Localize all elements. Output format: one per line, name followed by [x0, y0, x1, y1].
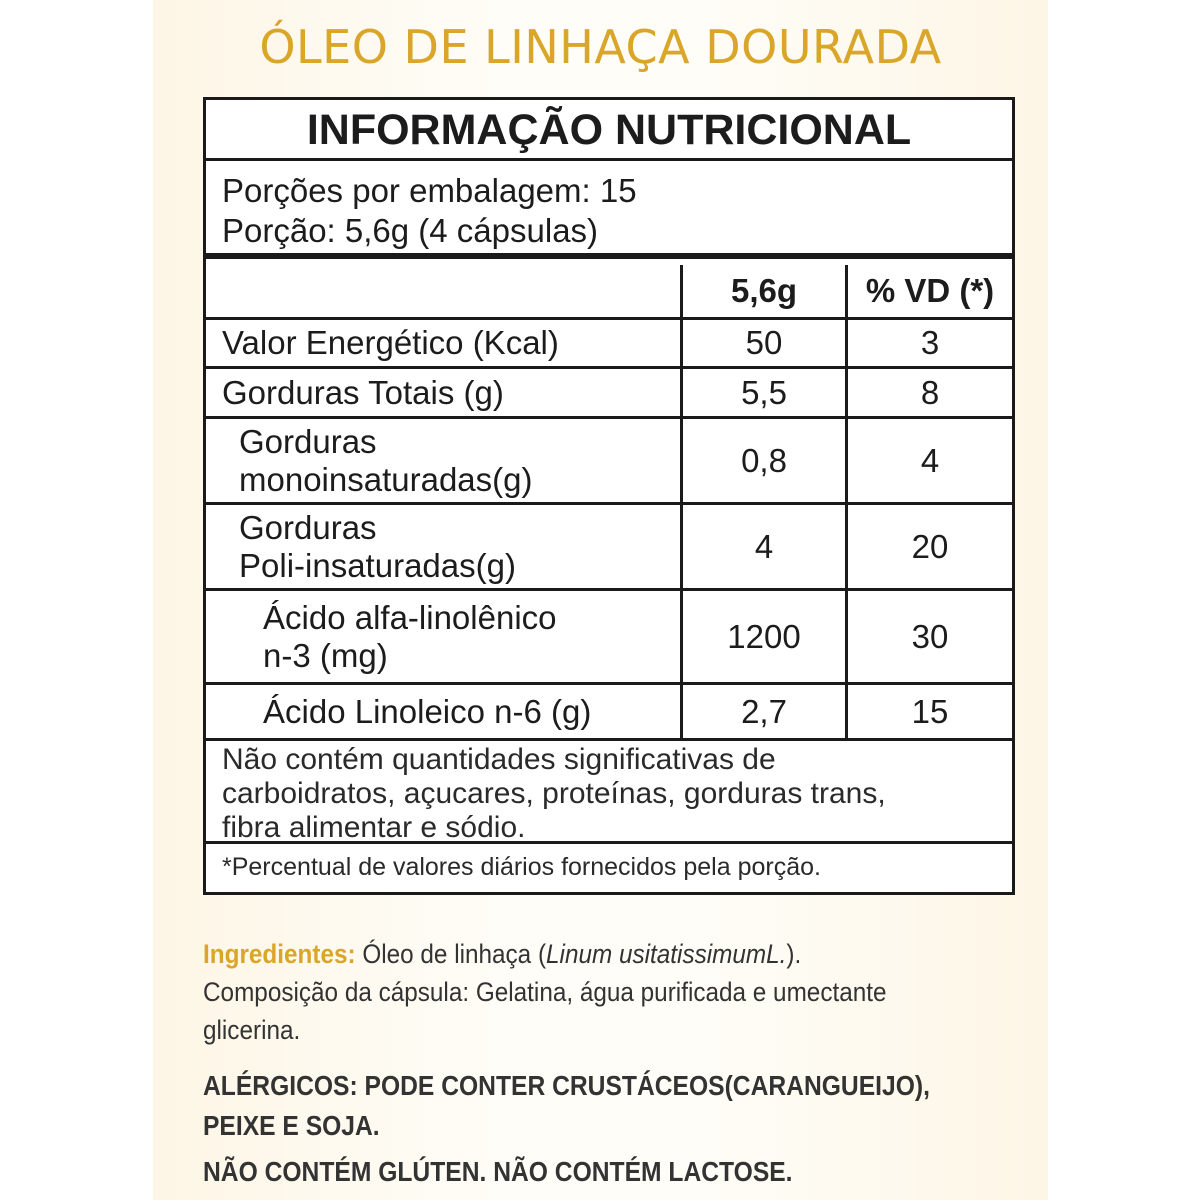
nutrient-name: [206, 505, 683, 588]
nutrient-quantity: 2,7: [683, 685, 848, 738]
ingredients-label: Ingredientes:: [203, 939, 356, 969]
nutrient-quantity: 0,8: [683, 419, 848, 502]
servings-per-package: Porções por embalagem: 15: [222, 172, 637, 209]
nutrient-daily-value: 20: [911, 527, 949, 565]
nutrient-name: Gorduras Totais (g): [206, 369, 683, 416]
gluten-lactose-warning: NÃO CONTÉM GLÚTEN. NÃO CONTÉM LACTOSE.: [203, 1156, 793, 1187]
nutrient-quantity: 50: [683, 320, 848, 366]
nutrient-name: Valor Energético (Kcal): [206, 320, 683, 366]
nutrient-name-line2: monoinsaturadas(g): [239, 460, 533, 498]
nutrient-name: Ácido Linoleico n-6 (g): [206, 685, 683, 738]
product-title: ÓLEO DE LINHAÇA DOURADA: [259, 20, 942, 74]
nutrient-daily-value: 8: [920, 373, 940, 411]
header-empty-cell: [206, 265, 683, 317]
nutrient-name-line1: Gorduras: [239, 422, 377, 460]
nutrient-quantity: 1200: [683, 591, 848, 682]
nutrient-name-line2: n-3 (mg): [263, 636, 388, 674]
serving-size: Porção: 5,6g (4 cápsulas): [222, 212, 599, 249]
table-row: [206, 685, 1012, 741]
nutrient-quantity: 5,5: [683, 369, 848, 416]
nutrition-facts-table: [203, 97, 1015, 895]
nutrient-name-line1: Ácido alfa-linolênico: [263, 598, 557, 636]
note-line: Não contém quantidades significativas de: [222, 743, 776, 776]
scientific-name: Linum usitatissimumL.: [546, 939, 787, 969]
header-quantity: 5,6g: [683, 265, 848, 317]
header-daily-value: % VD (*): [865, 272, 995, 309]
note-line: fibra alimentar e sódio.: [222, 811, 526, 844]
serving-info: [206, 161, 1012, 259]
table-header-row: [206, 265, 1012, 320]
nutrition-heading: INFORMAÇÃO NUTRICIONAL: [206, 100, 1012, 161]
table-row: [206, 320, 1012, 369]
allergens-line1: ALÉRGICOS: PODE CONTER CRUSTÁCEOS(CARANGUEIJO),: [203, 1070, 930, 1101]
not-significant-note: [206, 741, 1012, 844]
allergens-line2: PEIXE E SOJA.: [203, 1110, 380, 1141]
note-line: carboidratos, açucares, proteínas, gorduras trans,: [222, 777, 886, 810]
table-row: [206, 591, 1012, 685]
nutrient-name: [206, 419, 683, 502]
nutrient-quantity: 4: [683, 505, 848, 588]
nutrient-name: [206, 591, 683, 682]
ingredients-line: [203, 935, 1013, 973]
table-row: [206, 505, 1012, 591]
table-row: [206, 369, 1012, 419]
capsule-composition-line1: Composição da cápsula: Gelatina, água purificada e umectante: [203, 977, 887, 1007]
nutrient-daily-value: 4: [920, 441, 940, 479]
table-row: [206, 419, 1012, 505]
ingredients-text-before: Óleo de linhaça (: [355, 939, 547, 969]
nutrient-daily-value: 3: [920, 324, 940, 361]
daily-value-footnote: *Percentual de valores diários fornecidos pela porção.: [222, 853, 821, 881]
nutrient-daily-value: 30: [911, 617, 949, 655]
allergens-warning: [203, 1066, 995, 1146]
ingredients-text-after: ).: [786, 939, 802, 969]
ingredients-block: [203, 935, 1013, 1049]
nutrient-name-line2: Poli-insaturadas(g): [239, 546, 516, 584]
capsule-composition-line2: glicerina.: [203, 1015, 301, 1045]
nutrient-name-line1: Gorduras: [239, 508, 377, 546]
nutrient-daily-value: 15: [911, 692, 949, 730]
